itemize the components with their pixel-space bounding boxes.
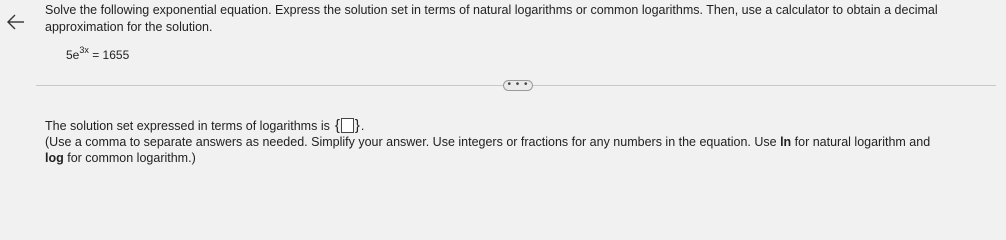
hint-part1: (Use a comma to separate answers as needed. Simplify your answer. Use integers or fractions for any numbers in the equation. Use (45, 135, 781, 149)
hint-part3: for common logarithm.) (63, 151, 196, 165)
answer-prompt: The solution set expressed in terms of logarithms is (45, 118, 330, 133)
hint-log: log (45, 151, 64, 165)
answer-input[interactable] (341, 118, 354, 133)
answer-hint (45, 134, 945, 166)
answer-line (45, 118, 364, 133)
answer-period: . (360, 118, 365, 133)
equation-exponent: 3x (79, 45, 89, 55)
equation (66, 46, 129, 62)
hint-ln: ln (780, 135, 792, 149)
more-options-button[interactable]: • • • (503, 80, 533, 91)
hint-part2: for natural logarithm and (791, 135, 931, 149)
brace-close: } (354, 117, 360, 134)
brace-open: { (334, 117, 340, 134)
question-instructions: Solve the following exponential equation. Express the solution set in terms of natural logarithms or common logarithms. Then, use a calculator to obtain a decimal approximation for the solution. (45, 3, 938, 34)
back-arrow-icon[interactable] (6, 12, 26, 32)
equation-base: 5e (66, 48, 80, 62)
equation-rhs: = 1655 (92, 48, 130, 62)
